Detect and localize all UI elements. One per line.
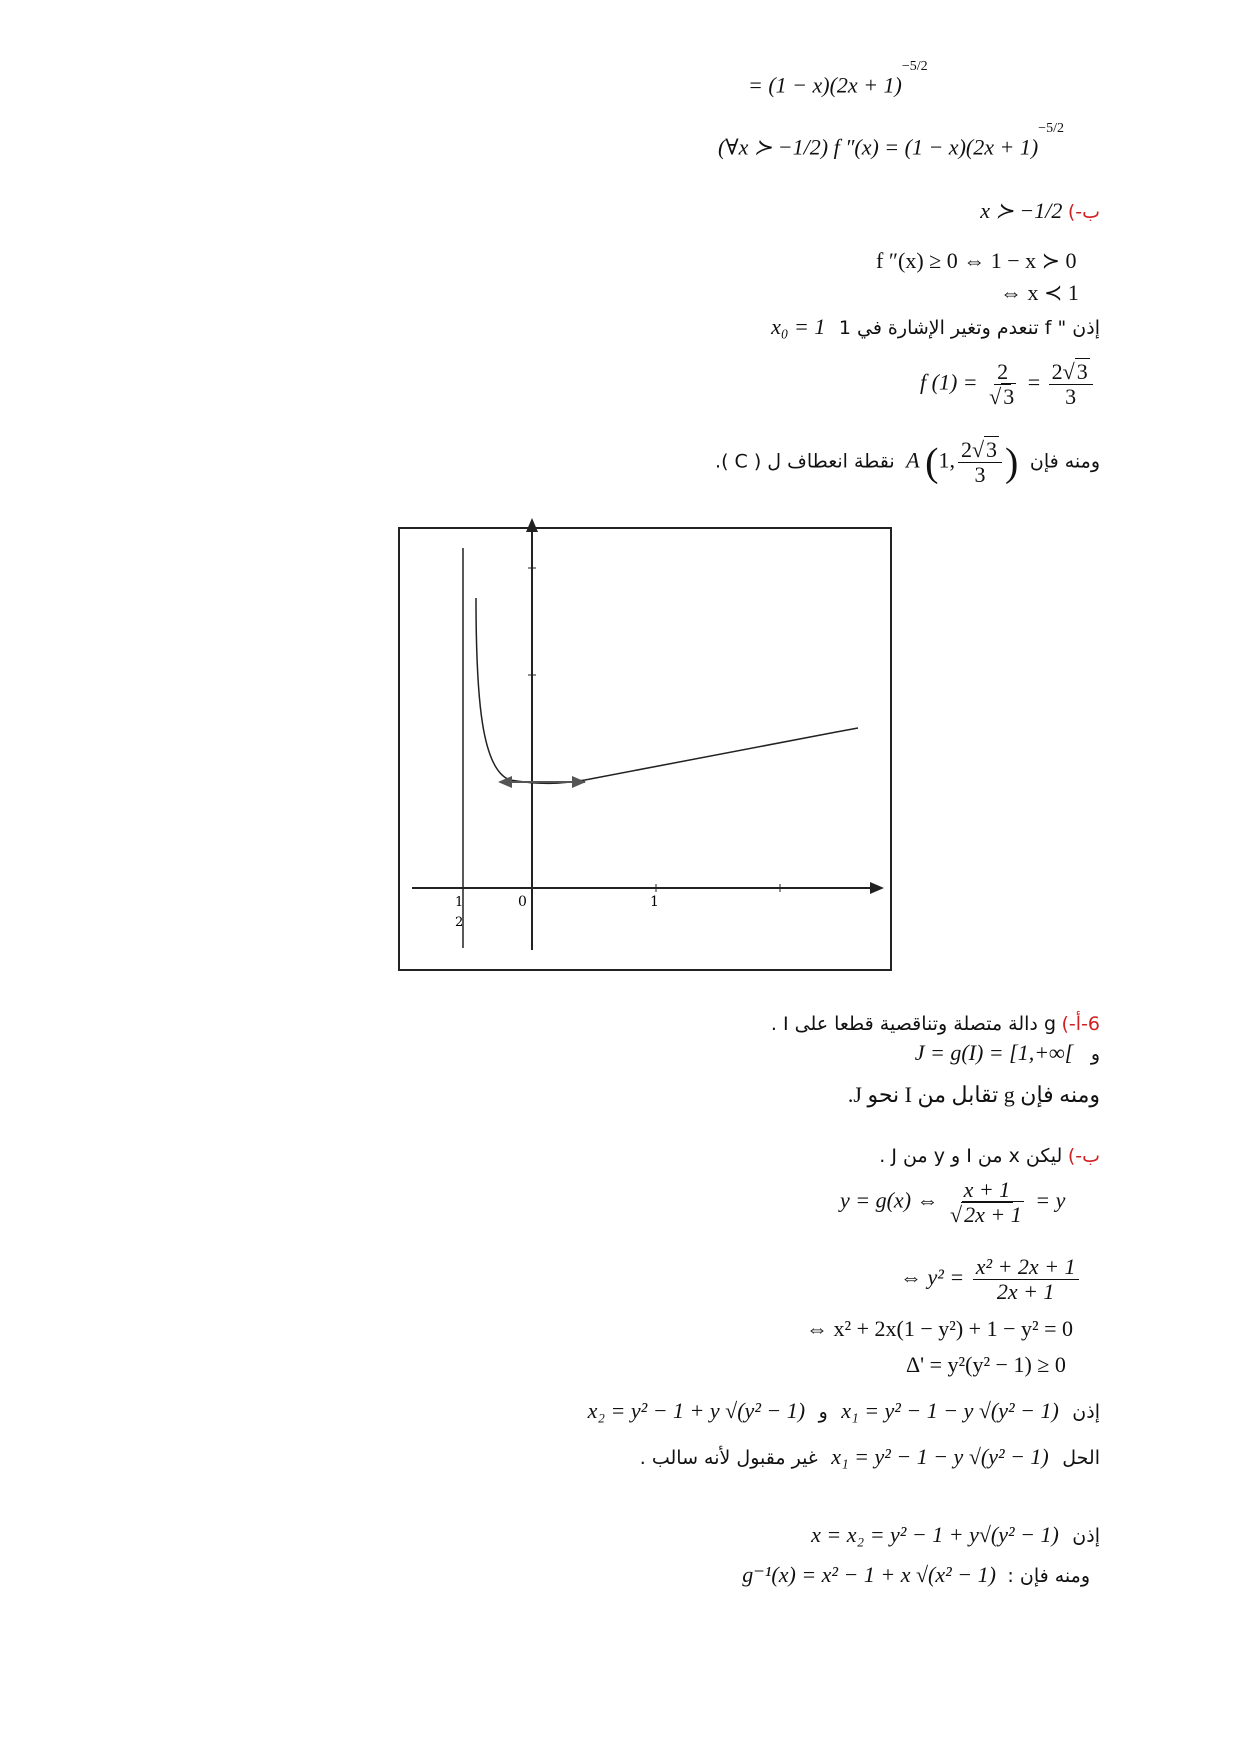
eq2-fraction [973, 1255, 1079, 1304]
J-expression: J = g(I) = [1,+∞[ [914, 1040, 1074, 1065]
inverse-expr: g⁻¹(x) = x² − 1 + x √(x² − 1) [742, 1562, 996, 1587]
eq1-num: x + 1 [961, 1178, 1014, 1203]
part6b-label: ب-) [1067, 1145, 1100, 1167]
conclusion-text: إذن " f تنعدم وتغير الإشارة في 1 [838, 317, 1100, 339]
y-axis-arrow [526, 518, 538, 532]
eq2-num: x² + 2x + 1 [973, 1255, 1079, 1280]
roots-line [588, 1398, 1100, 1425]
f1-label: f (1) = [920, 369, 978, 395]
part6a-text: g دالة متصلة وتناقصية قطعا على I . [770, 1013, 1056, 1035]
reject-intro: الحل [1062, 1447, 1100, 1469]
f1-frac2-den: 3 [1065, 384, 1077, 409]
part6b-text: ليكن x من I و y من J . [879, 1145, 1063, 1167]
exponent-2: −5/2 [1038, 121, 1064, 136]
final-root: x = x₂ = y² − 1 + y√(y² − 1) [811, 1522, 1059, 1547]
inequality-2: ⇔ x ≺ 1 [1000, 280, 1079, 305]
roots-and: و [818, 1401, 828, 1423]
exponent: −5/2 [901, 59, 928, 74]
inequality-1: f ″(x) ≥ 0 ⇔ 1 − x ≻ 0 [876, 248, 1077, 273]
f1-frac2-num: 2√3 [1049, 360, 1093, 385]
rejected-root-line [640, 1444, 1100, 1471]
asymptote-label-den: 2 [455, 915, 464, 930]
eq1-left: y = g(x) ⇔ [840, 1187, 939, 1213]
root-1: x₁ = y² − 1 − y √(y² − 1) [841, 1398, 1059, 1423]
domain-condition: (∀x ≻ −1/2) [718, 134, 829, 160]
inflection-end: نقطة انعطاف ل ( C ). [715, 450, 895, 473]
x-axis-arrow [870, 882, 884, 894]
eq1-right: = y [1035, 1187, 1066, 1213]
inflection-intro: ومنه فإن [1029, 450, 1100, 473]
equation-2 [900, 1255, 1082, 1304]
derivative-expr-1: = (1 − x)(2x + 1) [748, 72, 902, 98]
f1-value: f (1) = $\frac{2}{√3}$ = $\frac{2√3}{3}$ [920, 360, 1096, 409]
reject-reason: غير مقبول لأنه سالب . [639, 1447, 818, 1469]
equation-4: Δ' = y²(y² − 1) ≥ 0 [906, 1352, 1066, 1377]
and-word: و [1090, 1043, 1100, 1065]
x-marker-label: 1 [650, 894, 659, 910]
point-a: A (1, $\frac{2√3}{3}$ ) [906, 437, 1019, 487]
eq2-left: ⇔ y² = [900, 1264, 965, 1290]
part6a-line [771, 1010, 1100, 1037]
equation-3: ⇔ x² + 2x(1 − y²) + 1 − y² = 0 [806, 1316, 1073, 1341]
inverse-intro: ومنه فإن : [1007, 1565, 1090, 1587]
point-a-y-den: 3 [974, 462, 986, 487]
eq2-den: 2x + 1 [996, 1279, 1055, 1304]
f1-frac1-den: √3 [989, 384, 1015, 409]
part6b-line [879, 1142, 1100, 1169]
eq1-fraction [947, 1178, 1027, 1227]
origin-label: 0 [518, 894, 527, 910]
part6a-J-line [915, 1040, 1100, 1067]
curve-c [476, 598, 858, 783]
inverse-function-line [742, 1562, 1090, 1589]
final-intro: إذن [1072, 1525, 1100, 1547]
part6a-label: 6-أ-) [1061, 1013, 1100, 1035]
bijection-line: ومنه فإن g تقابل من I نحو J. [847, 1082, 1100, 1107]
f1-frac1-num: 2 [994, 360, 1011, 385]
eq1-den: √2x + 1 [950, 1202, 1022, 1227]
part-b-condition: x ≻ −1/2 [980, 198, 1063, 223]
root-2: x₂ = y² − 1 + y √(y² − 1) [587, 1398, 806, 1423]
final-root-line [811, 1522, 1100, 1549]
point-a-x: 1, [938, 447, 955, 473]
part-b-label: ب-) [1067, 201, 1100, 223]
point-a-y-num: 2√3 [958, 438, 1002, 463]
tangent-arrow-right [572, 776, 586, 788]
rejected-root: x₁ = y² − 1 − y √(y² − 1) [831, 1444, 1049, 1469]
point-a-letter: A [906, 447, 920, 473]
second-derivative-expr: f ″(x) = (1 − x)(2x + 1) [833, 134, 1039, 160]
asymptote-label-num: 1 [455, 895, 464, 910]
x0-value: x₀ = 1 [771, 314, 826, 339]
equation-1 [840, 1178, 1065, 1227]
roots-intro: إذن [1072, 1401, 1100, 1423]
